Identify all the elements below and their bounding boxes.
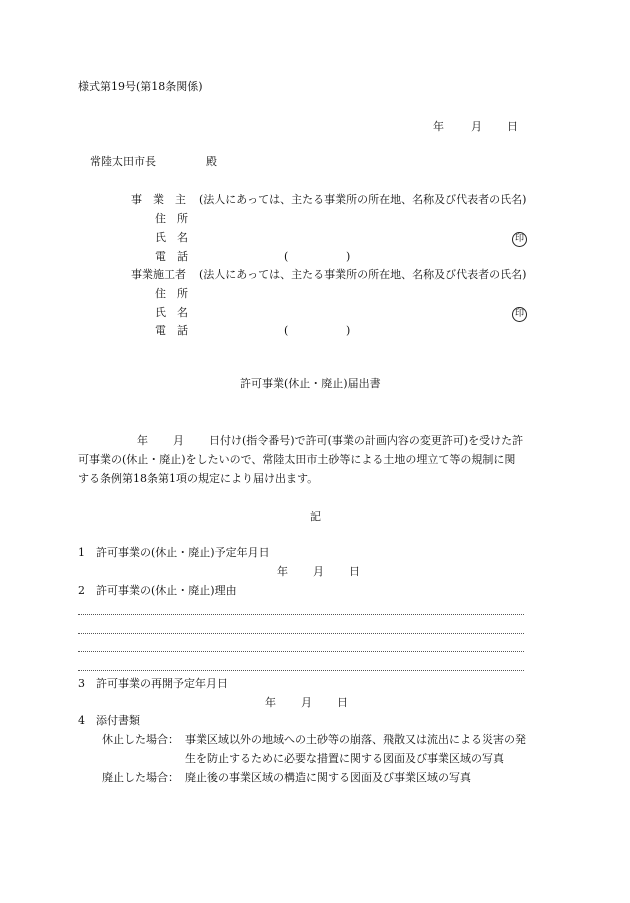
contractor-phone-open: (: [284, 324, 289, 337]
body-line3: する条例第18条第1項の規定により届け出ます。: [78, 472, 319, 485]
dotted-line: [78, 633, 524, 634]
item2-label: 許可事業の(休止・廃止)理由: [96, 584, 237, 597]
ki-heading: 記: [310, 510, 321, 523]
seal-icon: 印: [512, 307, 527, 322]
business-owner-address-label: 住 所: [155, 212, 188, 225]
dotted-line: [78, 670, 524, 671]
item4-suspend-text1: 事業区域以外の地域への土砂等の崩落、飛散又は流出による災害の発: [185, 733, 526, 746]
item4-suspend-label: 休止した場合：: [102, 733, 179, 746]
body-month: 月: [173, 434, 184, 447]
item3-day: 日: [337, 696, 348, 709]
item4-suspend-text2: 生を防止するために必要な措置に関する図面及び事業区域の写真: [185, 752, 504, 765]
item3-number: 3: [78, 677, 85, 690]
contractor-phone-label: 電 話: [155, 324, 188, 337]
business-owner-name-label: 氏 名: [155, 231, 188, 244]
contractor-name-label: 氏 名: [155, 306, 188, 319]
date-year-label: 年: [433, 120, 444, 133]
item1-year: 年: [277, 565, 288, 578]
item4-abolish-text: 廃止後の事業区域の構造に関する図面及び事業区域の写真: [185, 771, 471, 784]
item3-label: 許可事業の再開予定年月日: [96, 677, 228, 690]
business-owner-phone-label: 電 話: [155, 250, 188, 263]
item2-number: 2: [78, 584, 85, 597]
item4-number: 4: [78, 714, 85, 727]
item1-number: 1: [78, 546, 85, 559]
document-title: 許可事業(休止・廃止)届出書: [240, 377, 381, 390]
business-owner-note: (法人にあっては、主たる事業所の所在地、名称及び代表者の氏名): [199, 193, 527, 206]
item1-label: 許可事業の(休止・廃止)予定年月日: [96, 546, 270, 559]
addressee-honorific: 殿: [206, 155, 217, 168]
body-year: 年: [137, 434, 148, 447]
item4-label: 添付書類: [96, 714, 140, 727]
addressee-name: 常陸太田市長: [90, 155, 156, 168]
date-month-label: 月: [471, 120, 482, 133]
seal-icon: 印: [512, 232, 527, 247]
item3-month: 月: [301, 696, 312, 709]
dotted-line: [78, 651, 524, 652]
item1-day: 日: [349, 565, 360, 578]
business-owner-phone-close: ): [346, 250, 351, 263]
dotted-line: [78, 614, 524, 615]
business-owner-label: 事 業 主: [131, 193, 186, 206]
business-owner-phone-open: (: [284, 250, 289, 263]
business-owner-seal: [512, 231, 527, 247]
contractor-address-label: 住 所: [155, 287, 188, 300]
body-line1: 日付け(指令番号)で許可(事業の計画内容の変更許可)を受けた許: [209, 434, 524, 447]
contractor-note: (法人にあっては、主たる事業所の所在地、名称及び代表者の氏名): [199, 268, 527, 281]
contractor-seal: [512, 306, 527, 322]
date-day-label: 日: [507, 120, 518, 133]
item1-month: 月: [313, 565, 324, 578]
contractor-phone-close: ): [346, 324, 351, 337]
item3-year: 年: [265, 696, 276, 709]
form-number: 様式第19号(第18条関係): [78, 80, 203, 93]
contractor-label: 事業施工者: [131, 268, 186, 281]
item4-abolish-label: 廃止した場合：: [102, 771, 179, 784]
body-line2: 可事業の(休止・廃止)をしたいので、常陸太田市土砂等による土地の埋立て等の規制に関: [78, 453, 516, 466]
